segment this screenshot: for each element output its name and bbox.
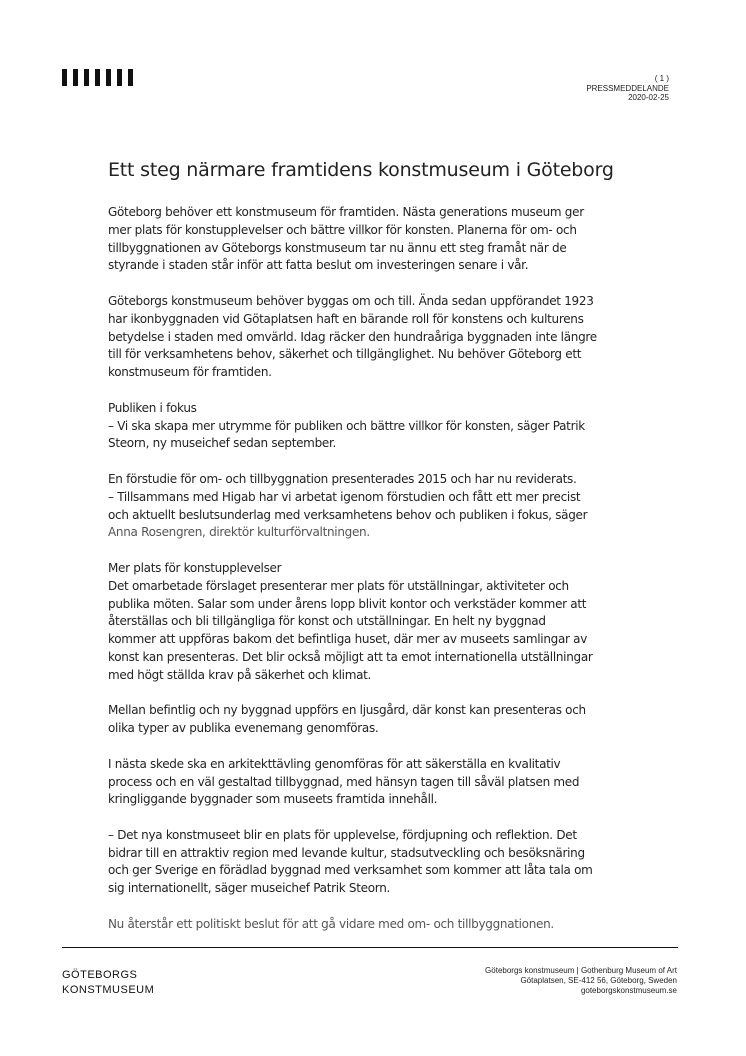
- document-meta: [586, 74, 669, 103]
- logo-bar: [62, 69, 67, 86]
- text-line: konstmuseum för framtiden.: [108, 365, 272, 380]
- text-line: olika typer av publika evenemang genomföras.: [108, 721, 379, 736]
- paragraph: [108, 204, 648, 275]
- text-line: sig internationellt, säger museichef Patrik Steorn.: [108, 881, 391, 896]
- section-heading: Publiken i fokus: [108, 400, 197, 415]
- page-title: Ett steg närmare framtidens konstmuseum i Göteborg: [108, 159, 614, 181]
- text-line: konst kan presenteras. Det blir också möjligt att ta emot internationella utställningar: [108, 649, 593, 664]
- text-line: och aktuellt beslutsunderlag med verksamhetens behov och publiken i fokus, säger: [108, 507, 588, 522]
- text-line: Steorn, ny museichef sedan september.: [108, 436, 337, 451]
- footer-contact: [485, 966, 677, 996]
- text-line: Det omarbetade förslaget presenterar mer plats för utställningar, aktiviteter och: [108, 578, 569, 593]
- document-type: PRESSMEDDELANDE: [586, 83, 669, 93]
- text-line: publika möten. Salar som under årens lopp blivit kontor och verkstäder kommer att: [108, 596, 587, 611]
- text-line: Göteborg behöver ett konstmuseum för framtiden. Nästa generations museum ger: [108, 205, 584, 219]
- paragraph: [108, 756, 648, 809]
- text-line: bidrar till en attraktiv region med levande kultur, stadsutveckling och besöksnäring: [108, 845, 585, 860]
- paragraph: [108, 400, 648, 453]
- footer-museum-name: [62, 968, 154, 998]
- text-line: I nästa skede ska en arkitekttävling genomföras för att säkerställa en kvalitativ: [108, 756, 561, 771]
- logo-bar: [106, 69, 111, 86]
- paragraph: [108, 916, 648, 934]
- quote-line: – Vi ska skapa mer utrymme för publiken och bättre villkor för konsten, säger Patrik: [108, 418, 585, 433]
- section-heading: Mer plats för konstupplevelser: [108, 560, 282, 575]
- text-line: En förstudie för om- och tillbyggnation presenterades 2015 och har nu reviderats.: [108, 471, 577, 486]
- logo-bar: [95, 69, 100, 86]
- footer-name-line: GÖTEBORGS: [62, 969, 138, 981]
- quote-line: – Tillsammans med Higab har vi arbetat igenom förstudien och fått ett mer precist: [108, 489, 581, 504]
- logo-bar: [128, 69, 133, 86]
- footer-divider: [62, 947, 678, 948]
- text-line: Mellan befintlig och ny byggnad uppförs en ljusgård, där konst kan presenteras och: [108, 703, 586, 718]
- text-line: tillbyggnationen av Göteborgs konstmuseum tar nu ännu ett steg framåt när de: [108, 240, 567, 255]
- footer-contact-line: Göteborgs konstmuseum | Gothenburg Museum of Art: [485, 966, 677, 975]
- text-line: betydelse i staden med omvärld. Idag räcker den hundraåriga byggnaden inte längre: [108, 329, 597, 344]
- paragraph: [108, 471, 648, 542]
- text-line: och ger Sverige en förädlad byggnad med verksamhet som kommer att låta tala om: [108, 863, 593, 878]
- text-line: Göteborgs konstmuseum behöver byggas om och till. Ända sedan uppförandet 1923: [108, 293, 594, 308]
- museum-logo-bars: [62, 69, 133, 86]
- document-date: 2020-02-25: [628, 93, 669, 102]
- footer-website-link[interactable]: goteborgskonstmuseum.se: [580, 986, 677, 995]
- quote-line: – Det nya konstmuseet blir en plats för upplevelse, fördjupning och reflektion. Det: [108, 827, 577, 842]
- text-line: Anna Rosengren, direktör kulturförvaltningen.: [108, 525, 370, 540]
- body-text: [108, 204, 648, 951]
- footer-address: Götaplatsen, SE-412 56, Göteborg, Sweden: [520, 976, 677, 985]
- paragraph: [108, 702, 648, 738]
- logo-bar: [73, 69, 78, 86]
- text-line: har ikonbyggnaden vid Götaplatsen haft en bärande roll för konstens och kulturens: [108, 311, 584, 326]
- paragraph: [108, 827, 648, 898]
- text-line: Nu återstår ett politiskt beslut för att gå vidare med om- och tillbyggnationen.: [108, 916, 554, 931]
- text-line: styrande i staden står inför att fatta beslut om investeringen senare i vår.: [108, 258, 529, 273]
- text-line: med högt ställda krav på säkerhet och klimat.: [108, 667, 372, 682]
- text-line: till för verksamhetens behov, säkerhet och tillgänglighet. Nu behöver Göteborg ett: [108, 347, 582, 362]
- logo-bar: [84, 69, 89, 86]
- text-line: mer plats för konstupplevelser och bättre villkor för konsten. Planerna för om- och: [108, 222, 577, 237]
- paragraph: [108, 293, 648, 382]
- text-line: återställas och bli tillgängliga för konst och utställningar. En helt ny byggnad: [108, 614, 546, 629]
- paragraph: [108, 560, 648, 685]
- page-number: ( 1 ): [654, 74, 669, 83]
- text-line: kringliggande byggnader som museets framtida innehåll.: [108, 792, 438, 807]
- logo-bar: [117, 69, 122, 86]
- text-line: process och en väl gestaltad tillbyggnad, med hänsyn tagen till såväl platsen med: [108, 774, 580, 789]
- text-line: kommer att uppföras bakom det befintliga huset, där mer av museets samlingar av: [108, 632, 588, 647]
- footer-name-line: KONSTMUSEUM: [62, 984, 155, 996]
